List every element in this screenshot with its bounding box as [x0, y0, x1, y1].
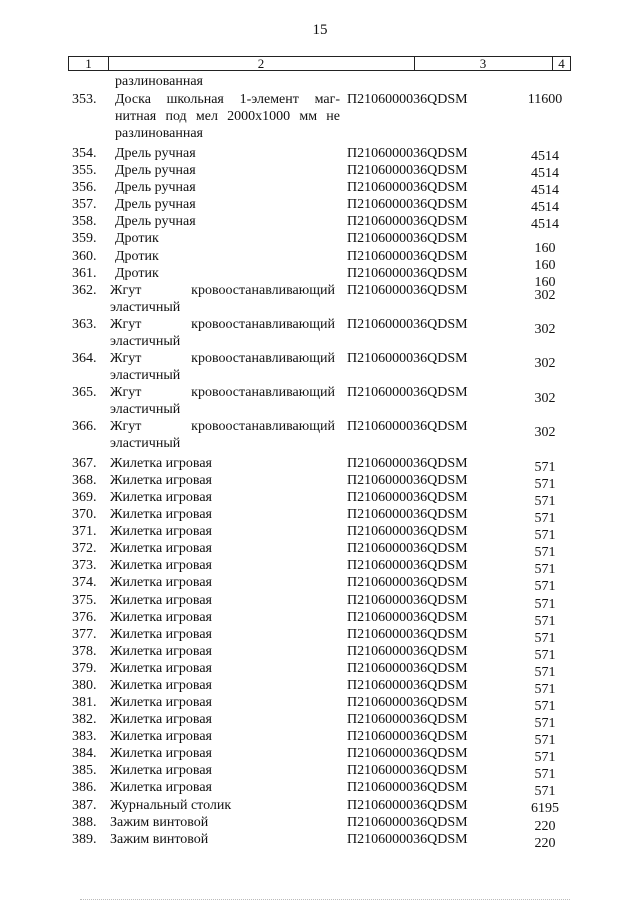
item-name	[110, 677, 340, 694]
row-number: 357.	[72, 197, 97, 212]
item-name	[110, 455, 340, 472]
item-name	[115, 179, 340, 196]
item-code: П2106000036QDSM	[347, 419, 468, 434]
item-name	[110, 418, 340, 452]
item-name	[115, 213, 340, 230]
item-value: 302	[534, 288, 556, 303]
item-name-line: Журнальный столик	[110, 798, 232, 813]
item-name	[110, 626, 340, 643]
item-value: 571	[534, 699, 556, 714]
item-name-line: Зажим винтовой	[110, 815, 209, 830]
item-code: П2106000036QDSM	[347, 541, 468, 556]
item-value: 160	[534, 241, 556, 256]
item-code: П2106000036QDSM	[347, 214, 468, 229]
item-name	[110, 574, 340, 591]
row-number: 360.	[72, 249, 97, 264]
item-code: П2106000036QDSM	[347, 695, 468, 710]
item-value: 6195	[531, 801, 559, 816]
item-name-line: Доска школьная 1-элемент маг-	[115, 92, 340, 107]
item-code: П2106000036QDSM	[347, 266, 468, 281]
item-code: П2106000036QDSM	[347, 197, 468, 212]
row-number: 379.	[72, 661, 97, 676]
item-name-line: Дрель ручная	[115, 146, 196, 161]
footer-divider	[80, 899, 570, 900]
header-col-1: 1	[69, 57, 109, 70]
item-value: 571	[534, 767, 556, 782]
item-name-line: Жилетка игровая	[110, 490, 212, 505]
item-name-line: эластичный	[110, 368, 181, 383]
item-name-line: Жилетка игровая	[110, 644, 212, 659]
item-value: 571	[534, 750, 556, 765]
row-number: 365.	[72, 385, 97, 400]
item-name	[110, 384, 340, 418]
item-name-line: Жилетка игровая	[110, 575, 212, 590]
item-value: 220	[534, 836, 556, 851]
item-code: П2106000036QDSM	[347, 746, 468, 761]
item-value: 220	[534, 819, 556, 834]
header-col-2: 2	[108, 57, 415, 70]
item-name	[110, 609, 340, 626]
row-number: 364.	[72, 351, 97, 366]
item-name-line: эластичный	[110, 300, 181, 315]
item-name	[110, 316, 340, 350]
item-value: 571	[534, 579, 556, 594]
item-name	[110, 540, 340, 557]
item-code: П2106000036QDSM	[347, 473, 468, 488]
item-code: П2106000036QDSM	[347, 780, 468, 795]
item-name-line: разлинованная	[115, 126, 203, 141]
item-name	[110, 643, 340, 660]
row-number: 369.	[72, 490, 97, 505]
item-value: 571	[534, 597, 556, 612]
item-value: 571	[534, 648, 556, 663]
item-value: 571	[534, 477, 556, 492]
item-name	[110, 711, 340, 728]
item-value: 4514	[531, 183, 559, 198]
item-value: 4514	[531, 200, 559, 215]
item-code: П2106000036QDSM	[347, 490, 468, 505]
item-code: П2106000036QDSM	[347, 456, 468, 471]
row-number: 373.	[72, 558, 97, 573]
item-code: П2106000036QDSM	[347, 351, 468, 366]
item-code: П2106000036QDSM	[347, 644, 468, 659]
row-number: 354.	[72, 146, 97, 161]
item-name	[110, 745, 340, 762]
item-value: 302	[534, 425, 556, 440]
item-code: П2106000036QDSM	[347, 180, 468, 195]
row-number: 359.	[72, 231, 97, 246]
item-name	[115, 230, 340, 247]
item-value: 4514	[531, 217, 559, 232]
item-code: П2106000036QDSM	[347, 763, 468, 778]
item-name-line: Дротик	[115, 249, 159, 264]
item-value: 4514	[531, 149, 559, 164]
row-number: 383.	[72, 729, 97, 744]
item-name-line: Дрель ручная	[115, 163, 196, 178]
item-value: 571	[534, 562, 556, 577]
item-name-line: эластичный	[110, 436, 181, 451]
item-name	[110, 762, 340, 779]
item-name-line: Жилетка игровая	[110, 712, 212, 727]
item-code: П2106000036QDSM	[347, 593, 468, 608]
item-name	[115, 91, 340, 142]
row-number: 371.	[72, 524, 97, 539]
item-value: 302	[534, 322, 556, 337]
item-name-line: Жилетка игровая	[110, 558, 212, 573]
item-name	[115, 162, 340, 179]
item-name-line: эластичный	[110, 334, 181, 349]
item-value: 571	[534, 545, 556, 560]
item-name-line: Жилетка игровая	[110, 763, 212, 778]
item-name-line: Дротик	[115, 266, 159, 281]
item-name-line: Дрель ручная	[115, 214, 196, 229]
item-name	[110, 350, 340, 384]
item-name	[110, 728, 340, 745]
row-number: 385.	[72, 763, 97, 778]
row-number: 356.	[72, 180, 97, 195]
item-name-line: Жилетка игровая	[110, 678, 212, 693]
item-name	[115, 196, 340, 213]
item-name-line: нитная под мел 2000х1000 мм не	[115, 109, 340, 124]
row-number: 358.	[72, 214, 97, 229]
item-name-line: Жилетка игровая	[110, 524, 212, 539]
item-name-line: Жилетка игровая	[110, 473, 212, 488]
item-value: 302	[534, 356, 556, 371]
item-value: 160	[534, 258, 556, 273]
row-number: 378.	[72, 644, 97, 659]
item-code: П2106000036QDSM	[347, 283, 468, 298]
item-name-line: Жилетка игровая	[110, 456, 212, 471]
header-col-3: 3	[414, 57, 553, 70]
item-name-line: Жилетка игровая	[110, 729, 212, 744]
item-value: 571	[534, 631, 556, 646]
row-number: 362.	[72, 283, 97, 298]
item-code: П2106000036QDSM	[347, 558, 468, 573]
item-name-line: Дрель ручная	[115, 180, 196, 195]
item-code: П2106000036QDSM	[347, 798, 468, 813]
item-value: 571	[534, 733, 556, 748]
item-name	[115, 265, 340, 282]
item-code: П2106000036QDSM	[347, 146, 468, 161]
item-name-line: Жгут кровоостанавливающий	[110, 385, 335, 400]
item-code: П2106000036QDSM	[347, 231, 468, 246]
item-name-line: Жилетка игровая	[110, 507, 212, 522]
row-number: 374.	[72, 575, 97, 590]
row-number: 386.	[72, 780, 97, 795]
row-number: 380.	[72, 678, 97, 693]
item-value: 571	[534, 784, 556, 799]
item-code: П2106000036QDSM	[347, 163, 468, 178]
item-name	[110, 489, 340, 506]
row-number: 375.	[72, 593, 97, 608]
item-value: 571	[534, 665, 556, 680]
item-value: 160	[534, 275, 556, 290]
item-name-line: Дрель ручная	[115, 197, 196, 212]
item-value: 571	[534, 716, 556, 731]
row-number: 363.	[72, 317, 97, 332]
item-name	[110, 506, 340, 523]
row-number: 368.	[72, 473, 97, 488]
row-number: 384.	[72, 746, 97, 761]
row-number: 353.	[72, 92, 97, 107]
item-name-line: Жгут кровоостанавливающий	[110, 419, 335, 434]
row-number: 377.	[72, 627, 97, 642]
item-name	[110, 831, 340, 848]
row-number: 388.	[72, 815, 97, 830]
item-name	[115, 145, 340, 162]
item-name-line: Жилетка игровая	[110, 541, 212, 556]
row-number: 381.	[72, 695, 97, 710]
item-name-line: эластичный	[110, 402, 181, 417]
item-value: 571	[534, 494, 556, 509]
item-name-line: Жилетка игровая	[110, 661, 212, 676]
item-code: П2106000036QDSM	[347, 832, 468, 847]
item-value: 302	[534, 391, 556, 406]
item-value: 571	[534, 511, 556, 526]
item-name-line: Жилетка игровая	[110, 593, 212, 608]
item-name-line: Жилетка игровая	[110, 780, 212, 795]
row-number: 367.	[72, 456, 97, 471]
item-code: П2106000036QDSM	[347, 729, 468, 744]
item-code: П2106000036QDSM	[347, 712, 468, 727]
item-name	[115, 248, 340, 265]
item-name-line: Жгут кровоостанавливающий	[110, 283, 335, 298]
item-name-line: Жгут кровоостанавливающий	[110, 317, 335, 332]
item-code: П2106000036QDSM	[347, 661, 468, 676]
item-code: П2106000036QDSM	[347, 815, 468, 830]
item-name-line: Жилетка игровая	[110, 610, 212, 625]
item-name-line: Жгут кровоостанавливающий	[110, 351, 335, 366]
item-name	[110, 797, 340, 814]
item-value: 11600	[527, 92, 563, 107]
item-code: П2106000036QDSM	[347, 317, 468, 332]
item-name	[110, 282, 340, 316]
item-code: П2106000036QDSM	[347, 610, 468, 625]
item-name-line: Жилетка игровая	[110, 746, 212, 761]
item-value: 571	[534, 614, 556, 629]
item-name	[110, 694, 340, 711]
page-number: 15	[312, 22, 328, 38]
header-col-4: 4	[558, 56, 565, 71]
item-code: П2106000036QDSM	[347, 92, 468, 107]
row-number: 372.	[72, 541, 97, 556]
item-name	[110, 592, 340, 609]
item-code: П2106000036QDSM	[347, 575, 468, 590]
row-number: 387.	[72, 798, 97, 813]
item-code: П2106000036QDSM	[347, 249, 468, 264]
row-number: 355.	[72, 163, 97, 178]
item-name-line: Дротик	[115, 231, 159, 246]
item-code: П2106000036QDSM	[347, 524, 468, 539]
item-name	[110, 557, 340, 574]
row-number: 370.	[72, 507, 97, 522]
item-value: 571	[534, 528, 556, 543]
item-value: 571	[534, 460, 556, 475]
row-number: 361.	[72, 266, 97, 281]
row-number: 389.	[72, 832, 97, 847]
item-name-line: Жилетка игровая	[110, 695, 212, 710]
row-number: 376.	[72, 610, 97, 625]
row-number: 366.	[72, 419, 97, 434]
item-code: П2106000036QDSM	[347, 507, 468, 522]
item-name	[110, 779, 340, 796]
continuation-text: разлинованная	[115, 74, 203, 89]
item-value: 571	[534, 682, 556, 697]
item-name	[110, 472, 340, 489]
item-name	[110, 814, 340, 831]
row-number: 382.	[72, 712, 97, 727]
item-name-line: Жилетка игровая	[110, 627, 212, 642]
item-code: П2106000036QDSM	[347, 385, 468, 400]
item-value: 4514	[531, 166, 559, 181]
item-name	[110, 523, 340, 540]
item-code: П2106000036QDSM	[347, 627, 468, 642]
item-name	[110, 660, 340, 677]
item-name-line: Зажим винтовой	[110, 832, 209, 847]
item-code: П2106000036QDSM	[347, 678, 468, 693]
